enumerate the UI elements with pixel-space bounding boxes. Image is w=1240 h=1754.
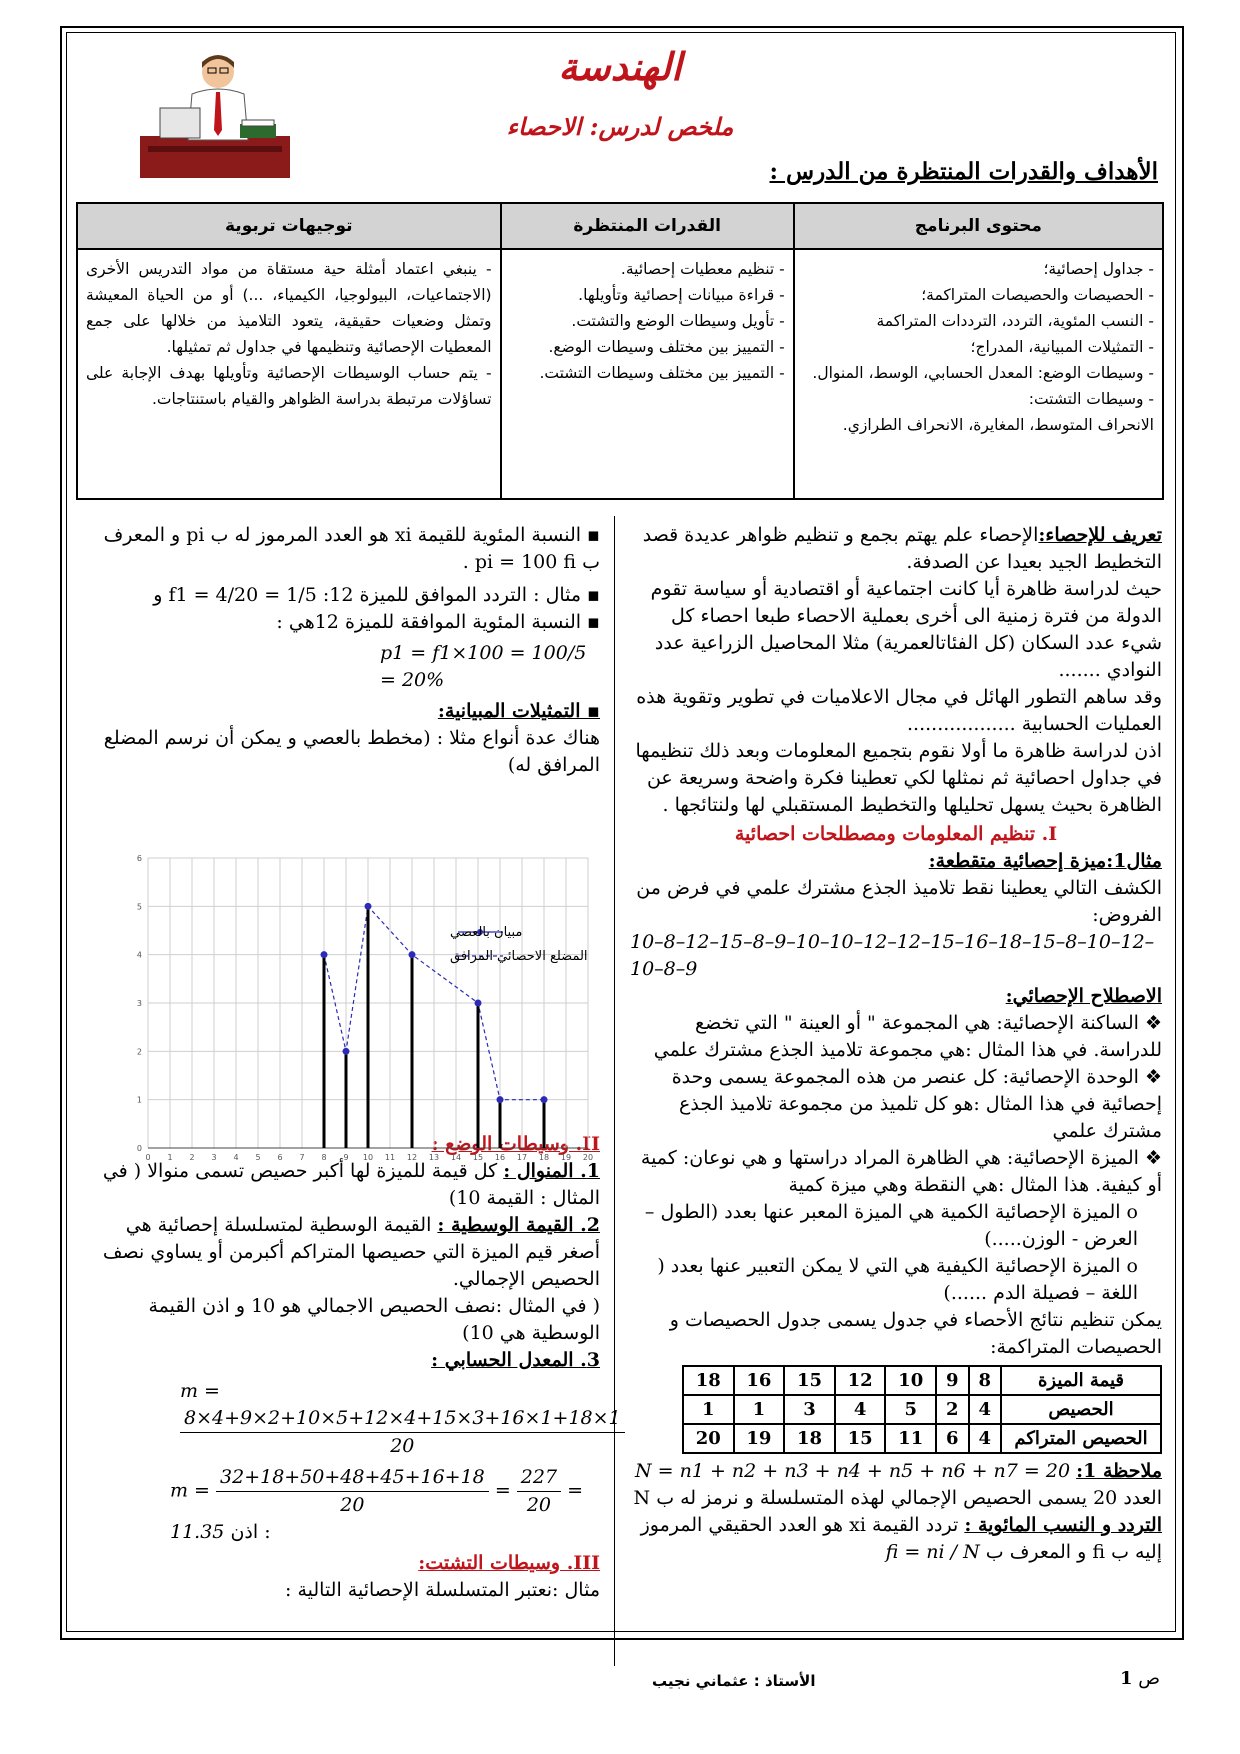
data-point <box>541 1096 548 1103</box>
mean-fraction-2 <box>216 1464 489 1519</box>
footer-line <box>614 1640 615 1666</box>
x-tick-label: 0 <box>145 1153 151 1162</box>
row-label: الحصيص المتراكم <box>1001 1424 1161 1453</box>
table-cell: 2 <box>936 1395 969 1424</box>
data-point <box>343 1048 350 1055</box>
mode-title: 1. المنوال : <box>503 1160 600 1182</box>
table-cell: 18 <box>784 1424 835 1453</box>
ability-item: - التمييز بين مختلف وسيطات الوضع. <box>548 338 785 356</box>
percentage-text: ▪ النسبة المئوية للقيمة xi هو العدد المرموز له ب pi و المعرف ب pi = 100 fi . <box>103 524 600 573</box>
note-text: العدد 20 يسمى الحصيص الإجمالي لهذه المتسلسلة و نرمز له ب N <box>633 1487 1162 1509</box>
x-tick-label: 17 <box>516 1153 528 1162</box>
term: ❖ الميزة الإحصائية: هي الظاهرة المراد دراستها و هي نوعان: كمية أو كيفية. هذا المثال :هي النقطة وهي ميزة كمية <box>640 1147 1162 1196</box>
table-cell: 5 <box>885 1395 936 1424</box>
ability-item: - قراءة مبيانات إحصائية وتأويلها. <box>578 286 785 304</box>
frequency-example: ▪ مثال : التردد الموافق للميزة 12: f1 = 4/20 = 1/5 و <box>153 584 600 606</box>
table-cell: 15 <box>835 1424 886 1453</box>
paragraph: حيث لدراسة ظاهرة أيا كانت اجتماعية أو اقتصادية أو سياسة تقوم الدولة من فترة زمنية الى أخرى بعملية الاحصاء طبعا احصاء كل شيء عدد السكان (كل الفئاتالعمرية) مثلا المحاصيل الزراعية عدد النوادي ....... <box>650 578 1162 681</box>
fraction-numerator: 8×4+9×2+10×5+12×4+15×3+16×1+18×1 <box>180 1405 625 1433</box>
header-content: محتوى البرنامج <box>794 203 1163 249</box>
teacher-name: الأستاذ : عثماني نجيب <box>652 1672 816 1690</box>
x-tick-label: 3 <box>211 1153 217 1162</box>
section-3-title: III. وسيطات التشتت: <box>418 1552 600 1574</box>
x-tick-label: 16 <box>494 1153 506 1162</box>
data-point <box>365 903 372 910</box>
y-tick-label: 0 <box>136 1144 142 1153</box>
content-item: - الحصيصات والحصيصات المتراكمة؛ <box>921 286 1154 304</box>
row-label: الحصيص <box>1001 1395 1161 1424</box>
paragraph: اذن لدراسة ظاهرة ما أولا نقوم بتجميع المعلومات وبعد ذلك تنظيمها في جداول احصائية ثم نمثلها لكي تعطينا فكرة واضحة وسريعة عن الظاهرة بحيث يسهل تحليلها والتخطيط المستقبلي لها ولنتائجها . <box>635 740 1162 816</box>
right-column <box>630 522 1162 1566</box>
content-item: - وسيطات التشتت: <box>1028 390 1154 408</box>
definition-text: الإحصاء علم يهتم بجمع و تنظيم ظواهر عديدة قصد التخطيط الجيد بعيدا عن الصدفة. <box>642 524 1162 573</box>
table-cell: 10 <box>885 1366 936 1395</box>
page-number <box>1120 1668 1160 1689</box>
table-cell: 4 <box>969 1424 1002 1453</box>
frequency-text-2: إليه ب fi و المعرف ب <box>985 1541 1162 1563</box>
table-cell: 9 <box>936 1366 969 1395</box>
x-tick-label: 18 <box>538 1153 550 1162</box>
term: o الميزة الإحصائية الكمية هي الميزة المعبر عنها بعدد (الطول – العرض - الوزن.....) <box>644 1201 1138 1250</box>
x-tick-label: 5 <box>255 1153 261 1162</box>
paragraph: وقد ساهم التطور الهائل في مجال الاعلاميات في تطوير وتقوية هذه العمليات الحسابية .................. <box>636 686 1162 735</box>
x-tick-label: 15 <box>472 1153 484 1162</box>
frequency-formula: fi = ni / N <box>885 1541 980 1563</box>
x-tick-label: 2 <box>189 1153 195 1162</box>
content-item: - جداول إحصائية؛ <box>1043 260 1154 278</box>
section-2-title: II. وسيطات الوضع : <box>431 1133 600 1155</box>
median-example: ( في المثال :نصف الحصيص الاجمالي هو 10 و اذن القيمة الوسطية هي 10) <box>148 1295 600 1344</box>
table-cell: 6 <box>936 1424 969 1453</box>
mean-fraction-3 <box>517 1464 561 1519</box>
table-cell: 20 <box>683 1424 734 1453</box>
bar-chart <box>128 848 598 1168</box>
ability-item: - تأويل وسيطات الوضع والتشتت. <box>571 312 785 330</box>
table-cell: 12 <box>835 1366 886 1395</box>
median-title: 2. القيمة الوسطية : <box>437 1214 600 1236</box>
x-tick-label: 8 <box>321 1153 327 1162</box>
mean-result: = 11.35 <box>170 1479 584 1543</box>
data-point <box>475 1000 482 1007</box>
table-cell: 18 <box>683 1366 734 1395</box>
cell-content <box>794 249 1163 499</box>
x-tick-label: 12 <box>406 1153 418 1162</box>
content-item: - التمثيلات المبيانية، المدراج؛ <box>970 338 1154 356</box>
x-tick-label: 14 <box>450 1153 462 1162</box>
x-tick-label: 19 <box>560 1153 572 1162</box>
example-1-text: الكشف التالي يعطينا نقط تلاميذ الجذع مشترك علمي في فرض من الفروض: <box>636 877 1162 926</box>
content-item: - النسب المئوية، التردد، الترددات المتراكمة <box>876 312 1154 330</box>
mean-formula-1: m = $\frac{8\times 4+9\times 2+10\times 5+12\times 4+15\times 3+16\times 1+18\times 1}{20}$ <box>80 1378 600 1460</box>
note-formula: N = n1 + n2 + n3 + n4 + n5 + n6 + n7 = 20 <box>634 1460 1071 1482</box>
x-tick-label: 10 <box>362 1153 374 1162</box>
example-1-title: مثال1:ميزة إحصائية متقطعة: <box>928 850 1162 872</box>
table-cell: 16 <box>734 1366 785 1395</box>
table-cell: 3 <box>784 1395 835 1424</box>
table-cell: 15 <box>784 1366 835 1395</box>
mean-prefix: اذن : <box>230 1521 271 1543</box>
x-tick-label: 11 <box>384 1153 396 1162</box>
cell-guidance <box>77 249 501 499</box>
legend-label-polygon: المضلع الاحصائي المرافق <box>450 949 588 964</box>
mode-text: كل قيمة للميزة لها أكبر حصيص تسمى منوالا ( في المثال : القيمة 10) <box>102 1160 600 1209</box>
graphs-text: هناك عدة أنواع مثلا : (مخطط بالعصي و يمكن أن نرسم المضلع المرافق له) <box>103 727 600 776</box>
x-tick-label: 4 <box>233 1153 239 1162</box>
term: ❖ الساكنة الإحصائية: هي المجموعة " أو العينة " التي تخضع للدراسة. في هذا المثال :هي مجموعة تلاميذ الجذع مشترك علمي <box>653 1012 1162 1061</box>
page-title: الهندسة <box>558 44 682 89</box>
x-tick-label: 13 <box>428 1153 440 1162</box>
percentage-example: ▪ النسبة المئوية الموافقة للميزة 12هي : <box>276 611 600 633</box>
mean-fraction-1 <box>180 1405 625 1460</box>
graphs-title: ▪ التمثيلات المبيانية: <box>437 700 600 722</box>
x-tick-label: 6 <box>277 1153 283 1162</box>
mean-formula-2: m = $\frac{32+18+50+48+45+16+18}{20}$ = $\frac{227}{20}$ = 11.35 اذن : <box>170 1466 584 1543</box>
median-text: القيمة الوسطية لمتسلسلة إحصائية هي أصغر قيم الميزة التي حصيصها المتراكم أكبرمن أو يساوي نصف الحصيص الإجمالي. <box>102 1214 600 1290</box>
legend-label-bars: مبيان بالعصي <box>450 925 523 940</box>
x-tick-label: 20 <box>582 1153 594 1162</box>
fraction-numerator: 227 <box>517 1464 561 1492</box>
cell-abilities <box>501 249 794 499</box>
table-cell: 4 <box>835 1395 886 1424</box>
table-cell: 1 <box>734 1395 785 1424</box>
data-point <box>497 1096 504 1103</box>
ability-item: - تنظيم معطيات إحصائية. <box>620 260 785 278</box>
content-item: الانحراف المتوسط، المغايرة، الانحراف الطرازي. <box>842 416 1154 434</box>
fraction-denominator: 20 <box>390 1435 415 1457</box>
page-number-value: 1 <box>1120 1668 1133 1689</box>
guidance-item: - ينبغي اعتماد أمثلة حية مستقاة من مواد التدريس الأخرى (الاجتماعيات، البيولوجيا، الكيمياء، ...) أو من الحياة المعيشة وتمثل وضعيات حقيقية، يتعود التلاميذ من خلالها على جمع المعطيات الإحصائية وتنظيمها في جداول ثم تمثيلها. <box>86 260 492 356</box>
fraction-denominator: 20 <box>340 1494 365 1516</box>
header-guidance: توجيهات تربوية <box>77 203 501 249</box>
y-tick-label: 3 <box>136 999 142 1008</box>
table-row <box>683 1424 1161 1453</box>
data-point <box>321 951 328 958</box>
y-tick-label: 5 <box>136 902 142 912</box>
fraction-denominator: 20 <box>526 1494 551 1516</box>
y-tick-label: 4 <box>136 950 142 960</box>
guidance-item: - يتم حساب الوسيطات الإحصائية وتأويلها بهدف الإجابة على تساؤلات مرتبطة بدراسة الظواهر والقيام باستنتاجات. <box>86 364 492 408</box>
table-row <box>683 1395 1161 1424</box>
term: ❖ الوحدة الإحصائية: كل عنصر من هذه المجموعة يسمى وحدة إحصائية في هذا المثال :هو كل تلميذ من مجموعة تلاميذ الجذع مشترك علمي <box>671 1066 1162 1142</box>
percentage-formula: p1 = f1×100 = 100/5 = 20% <box>380 642 587 691</box>
frequency-title: التردد و النسب المائوية : <box>964 1514 1162 1536</box>
table-cell: 1 <box>683 1395 734 1424</box>
table-cell: 4 <box>969 1395 1002 1424</box>
y-tick-label: 2 <box>136 1047 142 1057</box>
row-label: قيمة الميزة <box>1001 1366 1161 1395</box>
table-cell: 8 <box>969 1366 1002 1395</box>
table-cell: 19 <box>734 1424 785 1453</box>
y-tick-label: 1 <box>136 1095 142 1105</box>
frequency-text: تردد القيمة xi هو العدد الحقيقي المرموز <box>640 1514 959 1536</box>
section-1-title: I. تنظيم المعلومات ومصطلحات احصائية <box>734 823 1058 845</box>
ability-item: - التمييز بين مختلف وسيطات التشتت. <box>539 364 785 382</box>
x-tick-label: 7 <box>299 1153 305 1162</box>
term: o الميزة الإحصائية الكيفية هي التي لا يمكن التعبير عنها بعدد ( اللغة – فصيلة الدم ......) <box>657 1255 1138 1304</box>
definition-title: تعريف للإحصاء: <box>1038 524 1162 546</box>
mean-title: 3. المعدل الحسابي : <box>431 1349 600 1371</box>
section-3-text: مثال :نعتبر المتسلسلة الإحصائية التالية : <box>285 1579 600 1601</box>
note-title: ملاحظة 1: <box>1076 1460 1162 1482</box>
x-tick-label: 9 <box>343 1153 349 1162</box>
header-abilities: القدرات المنتظرة <box>501 203 794 249</box>
frequency-table <box>682 1365 1162 1454</box>
column-divider <box>614 516 615 1662</box>
goals-heading: الأهداف والقدرات المنتظرة من الدرس : <box>769 158 1158 185</box>
data-point <box>409 951 416 958</box>
terms-title: الاصطلاح الإحصائي: <box>1005 985 1162 1007</box>
content-item: - وسيطات الوضع: المعدل الحسابي، الوسط، المنوال. <box>812 364 1154 382</box>
y-tick-label: 6 <box>136 854 142 863</box>
page-label: ص <box>1138 1668 1161 1689</box>
goals-table <box>76 202 1164 500</box>
data-series: 10–8–12–15–8–9–10–10–12–12–15–16–18–15–8–10–12–10–8–9 <box>630 931 1155 980</box>
x-tick-label: 1 <box>167 1153 173 1162</box>
table-row <box>683 1366 1161 1395</box>
fraction-numerator: 32+18+50+48+45+16+18 <box>216 1464 489 1492</box>
table-cell: 11 <box>885 1424 936 1453</box>
table-intro: يمكن تنظيم نتائج الأحصاء في جدول يسمى جدول الحصيصات و الحصيصات المتراكمة: <box>669 1309 1162 1358</box>
page-subtitle: ملخص لدرس: الاحصاء <box>506 112 734 141</box>
